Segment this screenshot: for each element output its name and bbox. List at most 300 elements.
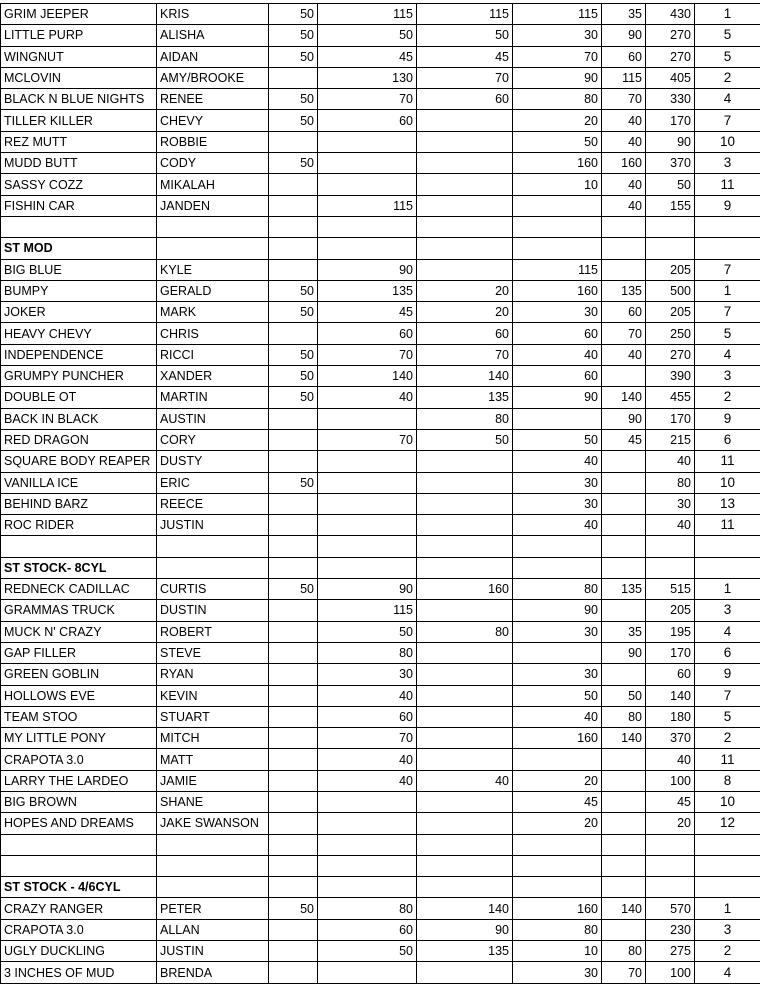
score-cell: 50 [417,25,513,46]
place: 3 [695,919,760,940]
place: 11 [695,515,760,536]
score-cell [513,642,602,663]
score-cell: 50 [513,685,602,706]
score-cell: 80 [417,621,513,642]
car-name: FISHIN CAR [1,195,157,216]
total-points: 270 [646,46,695,67]
driver-name: AMY/BROOKE [157,67,269,88]
section-heading-row [1,877,760,898]
score-cell: 140 [602,387,646,408]
table-row [1,387,760,408]
score-cell: 90 [602,25,646,46]
empty-cell [646,834,695,855]
place: 2 [695,941,760,962]
score-cell: 50 [602,685,646,706]
score-cell [269,664,318,685]
place: 10 [695,791,760,812]
score-cell [417,664,513,685]
driver-name: STEVE [157,642,269,663]
car-name: HOPES AND DREAMS [1,813,157,834]
score-cell [602,451,646,472]
car-name: CRAPOTA 3.0 [1,749,157,770]
score-cell [269,408,318,429]
table-row [1,749,760,770]
table-row [1,962,760,983]
score-cell [269,515,318,536]
car-name: 3 INCHES OF MUD [1,962,157,983]
score-cell: 70 [318,728,417,749]
score-cell: 50 [318,941,417,962]
score-cell: 90 [513,387,602,408]
empty-cell [513,536,602,557]
empty-cell [513,877,602,898]
score-cell [417,749,513,770]
total-points: 250 [646,323,695,344]
score-cell: 40 [602,174,646,195]
empty-cell [417,557,513,578]
score-cell: 70 [417,344,513,365]
empty-cell [602,238,646,259]
score-cell: 115 [318,195,417,216]
empty-cell [513,557,602,578]
driver-name: AUSTIN [157,408,269,429]
score-cell [602,600,646,621]
score-cell [269,600,318,621]
car-name: TEAM STOO [1,706,157,727]
total-points: 515 [646,579,695,600]
empty-cell [602,557,646,578]
score-cell [269,919,318,940]
total-points: 20 [646,813,695,834]
score-cell: 45 [602,429,646,450]
table-row [1,408,760,429]
score-cell [513,408,602,429]
score-cell [417,110,513,131]
score-cell: 160 [513,728,602,749]
place: 2 [695,728,760,749]
score-cell: 35 [602,4,646,25]
empty-cell [646,536,695,557]
empty-cell [269,834,318,855]
place: 4 [695,89,760,110]
score-cell [513,749,602,770]
score-cell: 160 [513,898,602,919]
table-row [1,46,760,67]
score-cell [602,515,646,536]
place: 8 [695,770,760,791]
table-row [1,131,760,152]
score-cell: 30 [513,664,602,685]
driver-name: RYAN [157,664,269,685]
driver-name: JUSTIN [157,515,269,536]
empty-cell [157,536,269,557]
score-cell [417,791,513,812]
score-cell: 40 [513,706,602,727]
empty-cell [602,536,646,557]
score-cell: 40 [513,451,602,472]
table-row [1,25,760,46]
place: 1 [695,4,760,25]
driver-name: JANDEN [157,195,269,216]
score-cell: 115 [417,4,513,25]
score-cell: 115 [318,4,417,25]
score-cell: 50 [269,25,318,46]
total-points: 80 [646,472,695,493]
driver-name: PETER [157,898,269,919]
total-points: 500 [646,280,695,301]
score-cell: 50 [417,429,513,450]
empty-cell [1,834,157,855]
score-cell: 70 [513,46,602,67]
place: 4 [695,962,760,983]
total-points: 60 [646,664,695,685]
score-cell: 40 [513,515,602,536]
empty-cell [602,855,646,876]
car-name: HEAVY CHEVY [1,323,157,344]
spacer-row [1,834,760,855]
driver-name: MATT [157,749,269,770]
table-row [1,280,760,301]
driver-name: ERIC [157,472,269,493]
score-cell: 90 [602,642,646,663]
score-cell: 40 [318,749,417,770]
empty-cell [513,216,602,237]
score-cell: 60 [417,89,513,110]
score-cell: 80 [318,642,417,663]
total-points: 275 [646,941,695,962]
score-cell [269,685,318,706]
score-cell: 80 [417,408,513,429]
score-cell: 70 [318,89,417,110]
car-name: SASSY COZZ [1,174,157,195]
score-cell [269,195,318,216]
car-name: BUMPY [1,280,157,301]
car-name: REDNECK CADILLAC [1,579,157,600]
driver-name: CODY [157,153,269,174]
driver-name: JUSTIN [157,941,269,962]
score-cell: 40 [602,110,646,131]
score-cell [417,195,513,216]
score-cell: 60 [417,323,513,344]
total-points: 270 [646,344,695,365]
place: 6 [695,429,760,450]
score-cell: 50 [269,579,318,600]
total-points: 570 [646,898,695,919]
table-row [1,451,760,472]
place: 13 [695,493,760,514]
score-cell: 60 [318,110,417,131]
empty-cell [269,238,318,259]
total-points: 205 [646,600,695,621]
empty-cell [417,855,513,876]
total-points: 205 [646,302,695,323]
total-points: 100 [646,962,695,983]
driver-name: AIDAN [157,46,269,67]
score-cell: 50 [269,153,318,174]
table-row [1,259,760,280]
total-points: 170 [646,642,695,663]
car-name: MY LITTLE PONY [1,728,157,749]
car-name: CRAPOTA 3.0 [1,919,157,940]
empty-cell [417,216,513,237]
score-cell: 90 [513,600,602,621]
total-points: 100 [646,770,695,791]
driver-name: STUART [157,706,269,727]
score-cell [602,749,646,770]
score-cell [318,962,417,983]
score-cell: 70 [602,323,646,344]
driver-name: REECE [157,493,269,514]
standings-body [1,4,760,984]
total-points: 30 [646,493,695,514]
score-cell: 50 [513,131,602,152]
score-cell: 50 [269,387,318,408]
empty-cell [695,238,760,259]
section-heading-row [1,238,760,259]
score-cell: 115 [513,4,602,25]
score-cell: 130 [318,67,417,88]
score-cell [269,451,318,472]
place: 3 [695,153,760,174]
empty-cell [1,855,157,876]
score-cell: 80 [602,941,646,962]
score-cell: 30 [513,25,602,46]
score-cell [417,493,513,514]
score-cell [417,259,513,280]
total-points: 40 [646,451,695,472]
score-cell [269,131,318,152]
total-points: 155 [646,195,695,216]
empty-cell [318,216,417,237]
score-cell: 30 [513,472,602,493]
table-row [1,621,760,642]
total-points: 45 [646,791,695,812]
score-cell [417,728,513,749]
score-cell: 90 [417,919,513,940]
car-name: GREEN GOBLIN [1,664,157,685]
score-cell: 35 [602,621,646,642]
driver-name: MARK [157,302,269,323]
score-cell [417,131,513,152]
car-name: UGLY DUCKLING [1,941,157,962]
score-cell: 40 [602,195,646,216]
place: 11 [695,749,760,770]
empty-cell [157,855,269,876]
score-cell: 40 [513,344,602,365]
empty-cell [318,536,417,557]
score-cell: 30 [318,664,417,685]
score-cell: 50 [269,4,318,25]
empty-cell [269,855,318,876]
place: 3 [695,366,760,387]
table-row [1,472,760,493]
place: 10 [695,472,760,493]
score-cell: 115 [602,67,646,88]
driver-name: ALISHA [157,25,269,46]
place: 7 [695,685,760,706]
empty-cell [269,536,318,557]
score-cell: 30 [513,302,602,323]
total-points: 230 [646,919,695,940]
driver-name: MITCH [157,728,269,749]
score-cell [269,706,318,727]
score-cell [269,493,318,514]
table-row [1,89,760,110]
score-cell: 135 [417,387,513,408]
empty-cell [417,877,513,898]
driver-name: MARTIN [157,387,269,408]
driver-name: BRENDA [157,962,269,983]
empty-cell [602,216,646,237]
place: 5 [695,25,760,46]
driver-name: KEVIN [157,685,269,706]
score-cell: 60 [513,323,602,344]
score-cell [318,174,417,195]
score-cell [602,770,646,791]
total-points: 270 [646,25,695,46]
score-cell [417,515,513,536]
total-points: 390 [646,366,695,387]
score-cell [318,451,417,472]
score-cell: 50 [269,472,318,493]
score-cell: 80 [513,89,602,110]
table-row [1,515,760,536]
score-cell [417,813,513,834]
driver-name: JAMIE [157,770,269,791]
score-cell: 40 [602,131,646,152]
place: 11 [695,451,760,472]
total-points: 405 [646,67,695,88]
table-row [1,664,760,685]
car-name: ROC RIDER [1,515,157,536]
score-cell [318,153,417,174]
total-points: 90 [646,131,695,152]
driver-name: CURTIS [157,579,269,600]
score-cell: 160 [602,153,646,174]
score-cell: 40 [318,685,417,706]
car-name: LARRY THE LARDEO [1,770,157,791]
score-cell: 90 [513,67,602,88]
place: 2 [695,67,760,88]
driver-name: ROBERT [157,621,269,642]
place: 7 [695,259,760,280]
score-cell [318,515,417,536]
empty-cell [318,877,417,898]
empty-cell [646,557,695,578]
score-cell [417,642,513,663]
place: 2 [695,387,760,408]
score-cell: 45 [318,302,417,323]
total-points: 430 [646,4,695,25]
car-name: MUCK N' CRAZY [1,621,157,642]
score-cell: 50 [269,898,318,919]
score-cell: 160 [417,579,513,600]
score-cell [417,685,513,706]
score-cell: 140 [318,366,417,387]
section-heading: ST MOD [1,238,157,259]
place: 7 [695,302,760,323]
empty-cell [695,536,760,557]
empty-cell [269,877,318,898]
table-row [1,770,760,791]
section-heading-row [1,557,760,578]
score-cell [602,791,646,812]
score-cell: 160 [513,153,602,174]
empty-cell [417,834,513,855]
score-cell: 30 [513,962,602,983]
score-cell: 45 [318,46,417,67]
car-name: GAP FILLER [1,642,157,663]
score-cell [602,664,646,685]
car-name: HOLLOWS EVE [1,685,157,706]
score-cell: 70 [602,89,646,110]
table-row [1,493,760,514]
empty-cell [695,855,760,876]
empty-cell [695,216,760,237]
score-cell: 160 [513,280,602,301]
empty-cell [646,855,695,876]
empty-cell [269,557,318,578]
driver-name: GERALD [157,280,269,301]
spacer-row [1,536,760,557]
total-points: 180 [646,706,695,727]
driver-name: ALLAN [157,919,269,940]
score-cell [269,642,318,663]
score-cell: 45 [417,46,513,67]
score-cell: 40 [417,770,513,791]
score-cell [269,791,318,812]
table-row [1,579,760,600]
score-cell: 30 [513,493,602,514]
spacer-row [1,216,760,237]
empty-cell [1,216,157,237]
total-points: 195 [646,621,695,642]
score-cell [513,195,602,216]
table-row [1,813,760,834]
empty-cell [157,877,269,898]
car-name: GRUMPY PUNCHER [1,366,157,387]
table-row [1,791,760,812]
score-cell: 20 [417,280,513,301]
score-cell: 140 [602,898,646,919]
score-cell: 50 [269,280,318,301]
score-cell [269,259,318,280]
score-cell: 50 [318,621,417,642]
score-cell: 60 [318,919,417,940]
score-cell: 140 [417,898,513,919]
driver-name: XANDER [157,366,269,387]
table-row [1,429,760,450]
table-row [1,302,760,323]
table-row [1,600,760,621]
driver-name: SHANE [157,791,269,812]
table-row [1,323,760,344]
score-cell [417,174,513,195]
score-cell [269,749,318,770]
place: 1 [695,579,760,600]
place: 1 [695,280,760,301]
score-cell: 70 [602,962,646,983]
place: 5 [695,323,760,344]
score-cell: 70 [318,344,417,365]
car-name: BIG BROWN [1,791,157,812]
score-cell: 140 [602,728,646,749]
score-cell [318,131,417,152]
score-cell: 70 [318,429,417,450]
empty-cell [646,238,695,259]
place: 4 [695,344,760,365]
empty-cell [602,834,646,855]
